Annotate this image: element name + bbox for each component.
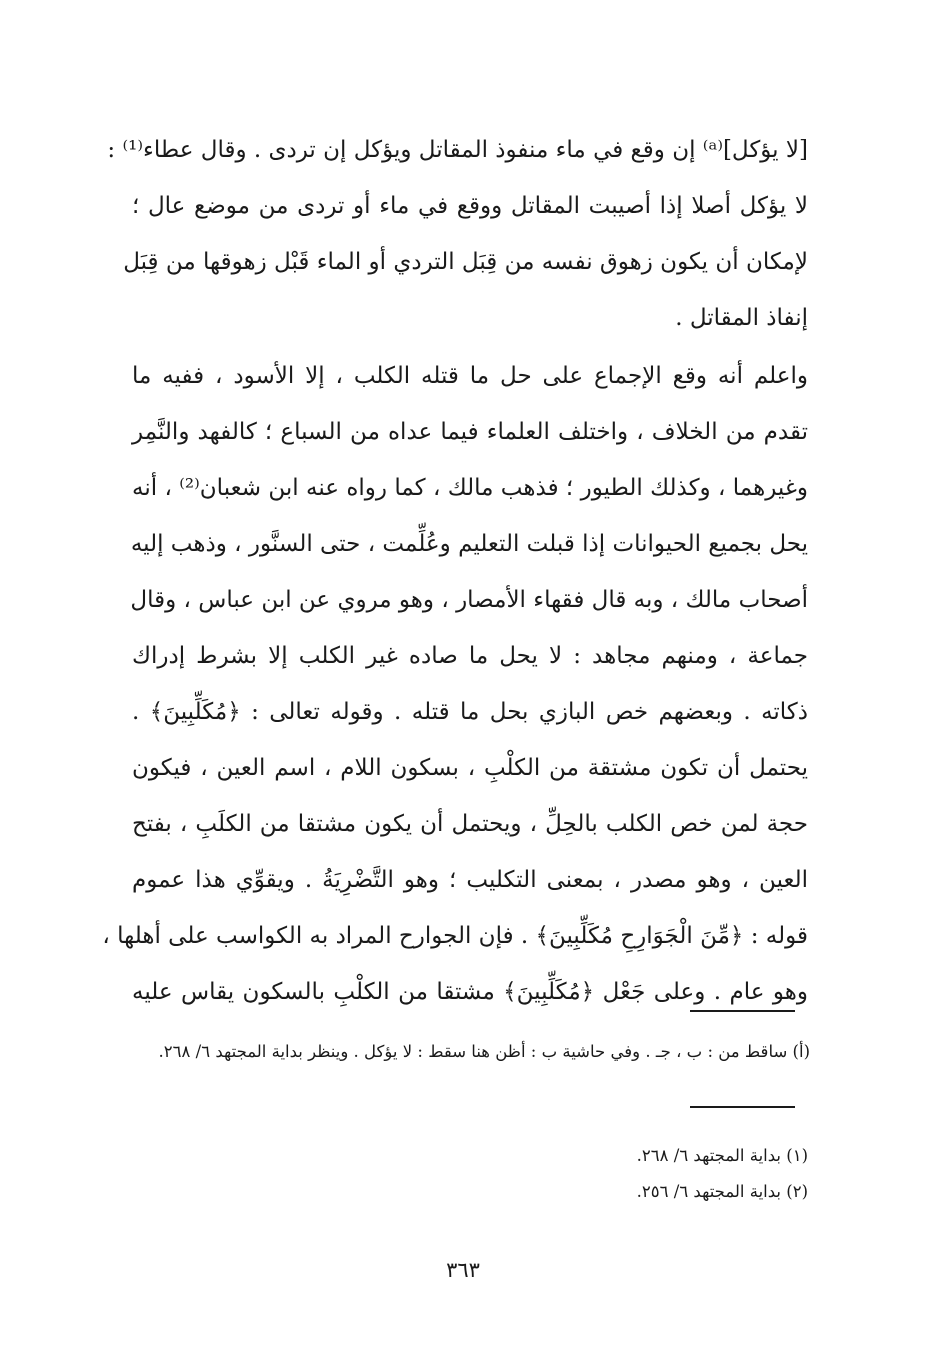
text-line: واعلم أنه وقع الإجماع على حل ما قتله الكلب ، إلا الأسود ، ففيه ما [132,363,808,389]
footnotes [400,1138,808,1210]
text-line: تقدم من الخلاف ، واختلف العلماء فيما عداه من السباع ؛ كالفهد والنَّمِر [132,419,808,445]
text-line: ذكاته . وبعضهم خص البازي بحل ما قتله . وقوله تعالى : ﴿مُكَلِّبِينَ﴾ . [132,699,808,725]
text-line: يحتمل أن تكون مشتقة من الكلْبِ ، بسكون اللام ، اسم العين ، فيكون [132,755,808,781]
text-line: قوله : ﴿مِّنَ الْجَوَارِحِ مُكَلِّبِينَ﴾ . فإن الجوارح المراد به الكواسب على أهلها ، [102,923,808,949]
text-line: لإمكان أن يكون زهوق نفسه من قِبَل التردي أو الماء قَبْل زهوقها من قِبَل [123,249,808,275]
footnote-2: (٢) بداية المجتهد ٦/ ٢٥٦. [636,1182,808,1201]
footnotes-divider [690,1106,795,1108]
variant-note: (أ) ساقط من : ب ، جـ . وفي حاشية ب : أظن هنا سقط : لا يؤكل . وينظر بداية المجتهد ٦/ ٢٦٨. [158,1042,810,1061]
paragraph-2 [102,348,808,1020]
text-line: أصحاب مالك ، وبه قال فقهاء الأمصار ، وهو مروي عن ابن عباس ، وقال [130,587,808,613]
text-line: وهو عام . وعلى جَعْل ﴿مُكَلِّبِينَ﴾ مشتقا من الكلْبِ بالسكون يقاس عليه [132,979,808,1005]
text-line: يحل بجميع الحيوانات إذا قبلت التعليم وعُلِّمت ، حتى السنَّور ، وذهب إليه [130,531,808,557]
text-line: لا يؤكل أصلا إذا أصيبت المقاتل ووقع في ماء أو تردى من موضع عال ؛ [132,193,808,219]
variant-notes-divider [690,1010,795,1012]
text-line: إنفاذ المقاتل . [675,305,808,331]
text-line: وغيرهما ، وكذلك الطيور ؛ فذهب مالك ، كما رواه عنه ابن شعبان⁽²⁾ ، أنه [132,475,808,501]
paragraph-1 [107,122,808,346]
footnote-1: (١) بداية المجتهد ٦/ ٢٦٨. [636,1146,808,1165]
text-line: [لا يؤكل]⁽ᵃ⁾ إن وقع في ماء منفوذ المقاتل ويؤكل إن تردى . وقال عطاء⁽¹⁾ : [107,137,808,163]
page-number: ٣٦٣ [446,1258,480,1282]
text-line: العين ، وهو مصدر ، بمعنى التكليب ؛ وهو التَّضْرِيَةُ . ويقوِّي هذا عموم [132,867,808,893]
text-line: حجة لمن خص الكلب بالحِلِّ ، ويحتمل أن يكون مشتقا من الكلَبِ ، بفتح [132,811,808,837]
text-line: جماعة ، ومنهم مجاهد : لا يحل ما صاده غير الكلب إلا بشرط إدراك [132,643,808,669]
